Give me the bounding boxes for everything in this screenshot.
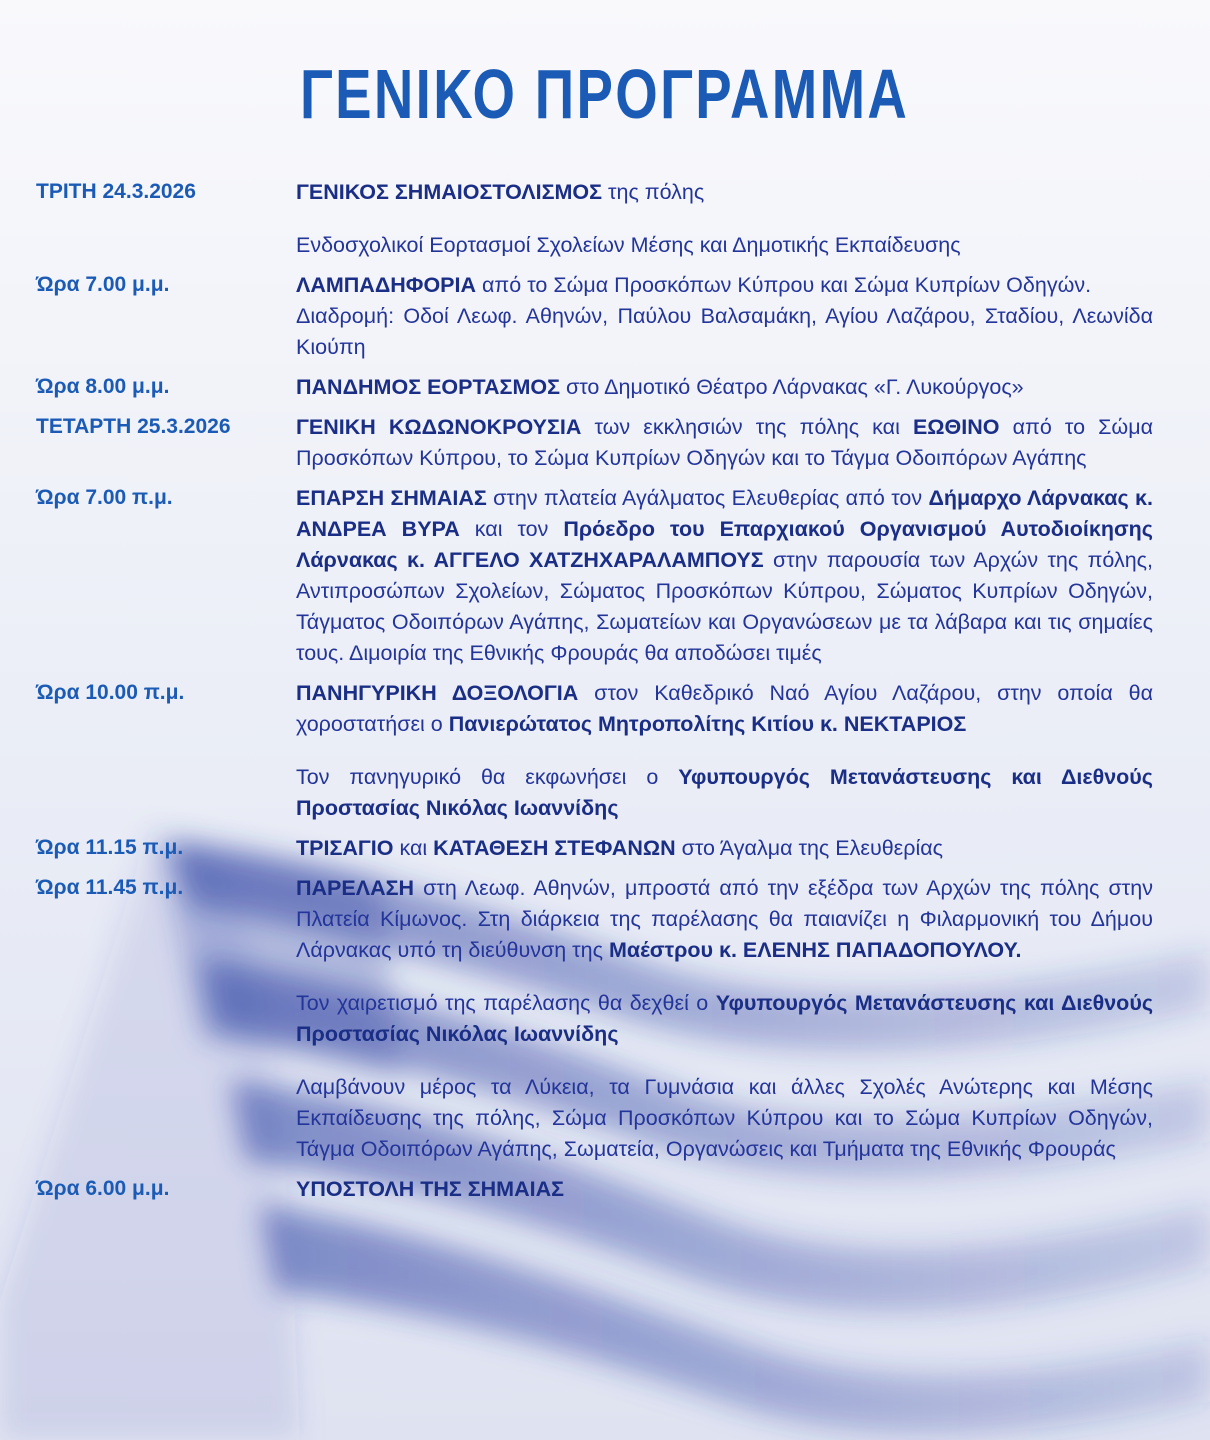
entry-time: Ώρα 10.00 π.μ. [36, 681, 185, 704]
bold-text: Πανιερώτατος Μητροπολίτης Κιτίου κ. ΝΕΚΤΑΡΙΟΣ [448, 712, 967, 736]
entry-paragraph [296, 270, 1153, 363]
body-text: από το Σώμα Προσκόπων Κύπρου και Σώμα Κυπρίων Οδηγών. [476, 273, 1092, 297]
entry-paragraph [296, 678, 1153, 740]
entry-time: Ώρα 11.45 π.μ. [36, 876, 184, 899]
body-text: από το Σώμα Προσκόπων Κύπρου, το Σώμα Κυπρίων Οδηγών και το Τάγμα Οδοιπόρων Αγάπης [296, 415, 1154, 470]
program-entry [0, 483, 1210, 669]
entry-paragraph [296, 372, 1153, 403]
bold-text: Πρόεδρο του Επαρχιακού Οργανισμού Αυτοδιοίκησης Λάρνακας κ. ΑΓΓΕΛΟ ΧΑΤΖΗΧΑΡΑΛΑΜΠΟΥΣ [296, 517, 1153, 572]
entry-paragraph [296, 483, 1153, 669]
program-entry [0, 372, 1210, 403]
body-text: και τον [459, 517, 564, 541]
body-text: Λαμβάνουν μέρος τα Λύκεια, τα Γυμνάσια και άλλες Σχολές Ανώτερης και Μέσης Εκπαίδευσης της πόλης, Σώμα Προσκόπων Κύπρου και το Σώμα Κυπρίων Οδηγών, Τάγμα Οδοιπόρων Αγάπης, Σωματεία, Οργανώσεις και Τμήματα της Εθνικής Φρουράς [296, 1075, 1153, 1161]
bold-text: Δήμαρχο Λάρνακας κ. ΑΝΔΡΕΑ ΒΥΡΑ [296, 486, 1153, 541]
program-entry [0, 412, 1210, 474]
bold-text: ΚΑΤΑΘΕΣΗ ΣΤΕΦΑΝΩΝ [433, 836, 676, 860]
entry-paragraph [296, 1072, 1153, 1165]
body-text: και [393, 836, 434, 860]
program-entry [0, 177, 1210, 261]
body-text: στον Καθεδρικό Ναό Αγίου Λαζάρου, στην οποία θα χοροστατήσει ο [296, 681, 1154, 736]
body-text: στην πλατεία Αγάλματος Ελευθερίας από τον [486, 486, 929, 510]
program-entry [0, 1174, 1210, 1205]
entry-paragraph [296, 230, 1153, 261]
body-text: Τον χαιρετισμό της παρέλασης θα δεχθεί ο [296, 991, 716, 1015]
entry-time: Ώρα 7.00 π.μ. [36, 486, 173, 509]
body-text: στο Δημοτικό Θέατρο Λάρνακας «Γ. Λυκούργος» [559, 375, 1024, 399]
program-list [0, 177, 1210, 1214]
body-text: Διαδρομή: Οδοί Λεωφ. Αθηνών, Παύλου Βαλσαμάκη, Αγίου Λαζάρου, Σταδίου, Λεωνίδα Κιούπη [296, 304, 1153, 359]
bold-text: ΠΑΝΗΓΥΡΙΚΗ ΔΟΞΟΛΟΓΙΑ [296, 681, 579, 705]
entry-paragraph [296, 833, 1153, 864]
body-text: των εκκλησιών της πόλης και [581, 415, 913, 439]
bold-text: ΤΡΙΣΑΓΙΟ [296, 836, 394, 860]
entry-paragraph [296, 1174, 1153, 1205]
bold-text: ΠΑΡΕΛΑΣΗ [296, 876, 415, 900]
entry-time: Ώρα 11.15 π.μ. [36, 836, 184, 859]
entry-paragraph [296, 412, 1153, 474]
bold-text: ΓΕΝΙΚΟΣ ΣΗΜΑΙΟΣΤΟΛΙΣΜΟΣ [296, 180, 603, 204]
bold-text: ΠΑΝΔΗΜΟΣ ΕΟΡΤΑΣΜΟΣ [296, 375, 560, 399]
bold-text: ΛΑΜΠΑΔΗΦΟΡΙΑ [296, 273, 477, 297]
entry-paragraph [296, 873, 1153, 966]
bold-text: Υφυπουργός Μετανάστευσης και Διεθνούς Προστασίας Νικόλας Ιωαννίδης [296, 765, 1153, 820]
body-text: Τον πανηγυρικό θα εκφωνήσει ο [296, 765, 679, 789]
bold-text: ΓΕΝΙΚΗ ΚΩΔΩΝΟΚΡΟΥΣΙΑ [296, 415, 582, 439]
entry-paragraph [296, 177, 1153, 208]
bold-text: ΥΠΟΣΤΟΛΗ ΤΗΣ ΣΗΜΑΙΑΣ [296, 1177, 565, 1201]
entry-paragraph [296, 988, 1153, 1050]
program-entry [0, 873, 1210, 1165]
program-entry [0, 270, 1210, 363]
entry-time: Ώρα 6.00 μ.μ. [36, 1177, 170, 1200]
program-entry [0, 678, 1210, 824]
bold-text: Υφυπουργός Μετανάστευσης και Διεθνούς Προστασίας Νικόλας Ιωαννίδης [296, 991, 1154, 1046]
program-entry [0, 833, 1210, 864]
entry-time: Ώρα 8.00 μ.μ. [36, 375, 170, 398]
bold-text: Μαέστρου κ. ΕΛΕΝΗΣ ΠΑΠΑΔΟΠΟΥΛΟΥ. [608, 938, 1022, 962]
entry-time: Ώρα 7.00 μ.μ. [36, 273, 170, 296]
body-text: στην παρουσία των Αρχών της πόλης, Αντιπροσώπων Σχολείων, Σώματος Προσκόπων Κύπρου, Σώματος Κυπρίων Οδηγών, Τάγματος Οδοιπόρων Αγάπης, Σωματείων και Οργανώσεων με τα λάβαρα και τις σημαίες τους. Διμοιρία της Εθνικής Φρουράς θα αποδώσει τιμές [296, 548, 1153, 665]
body-text: στη Λεωφ. Αθηνών, μπροστά από την εξέδρα των Αρχών της πόλης στην Πλατεία Κίμωνος. Στη διάρκεια της παρέλασης θα παιανίζει η Φιλαρμονική του Δήμου Λάρνακας υπό τη διεύθυνση της [296, 876, 1153, 962]
body-text: στο Άγαλμα της Ελευθερίας [675, 836, 944, 860]
bold-text: ΕΩΘΙΝΟ [912, 415, 1000, 439]
page-title: ΓΕΝΙΚΟ ΠΡΟΓΡΑΜΜΑ [300, 55, 910, 133]
body-text: της πόλης [602, 180, 705, 204]
entry-paragraph [296, 762, 1153, 824]
bold-text: ΕΠΑΡΣΗ ΣΗΜΑΙΑΣ [296, 486, 487, 510]
entry-time: ΤΕΤΑΡΤΗ 25.3.2026 [36, 415, 231, 438]
body-text: Ενδοσχολικοί Εορτασμοί Σχολείων Μέσης και Δημοτικής Εκπαίδευσης [296, 233, 961, 257]
entry-time: ΤΡΙΤΗ 24.3.2026 [36, 180, 196, 203]
